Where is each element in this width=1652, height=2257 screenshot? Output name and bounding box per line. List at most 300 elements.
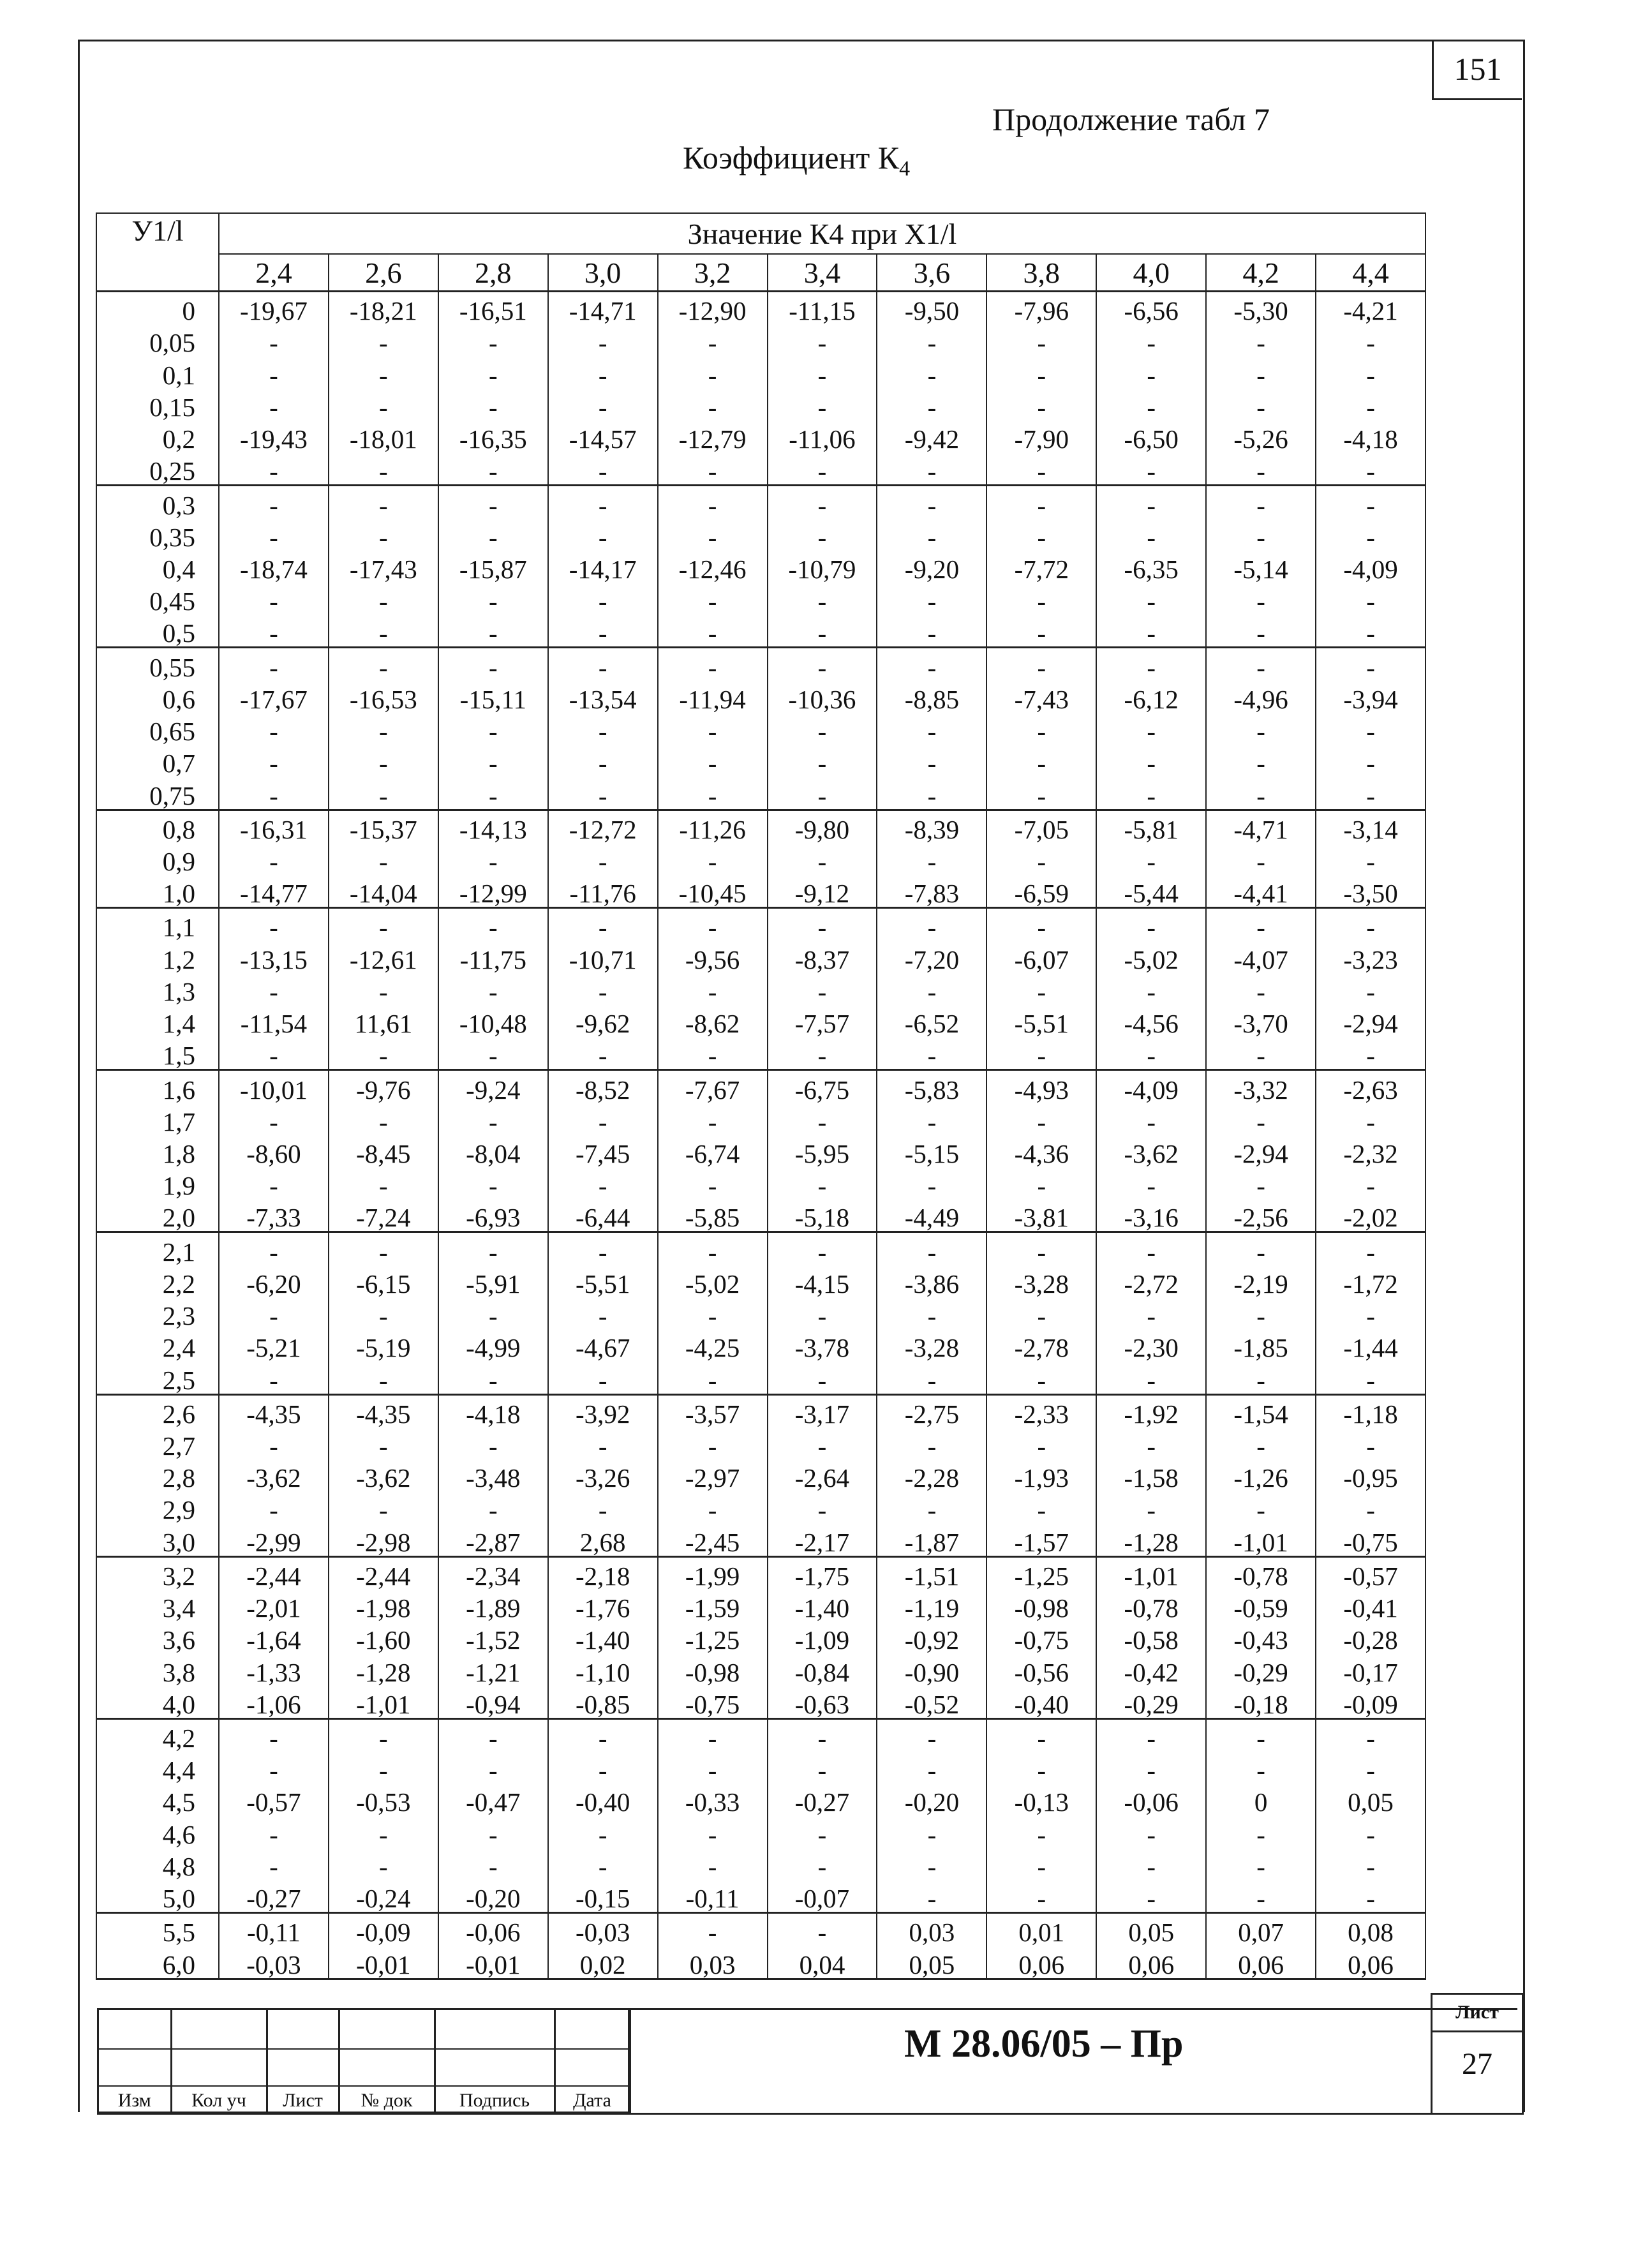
k4-value-cell: - [768, 389, 877, 421]
k4-value-cell: -0,13 [986, 1784, 1096, 1815]
k4-value-cell: - [548, 519, 658, 551]
k4-value-cell: -4,93 [986, 1070, 1096, 1103]
table-row [96, 1556, 1425, 1590]
k4-value-cell: -11,54 [219, 1005, 329, 1037]
k4-value-cell: - [986, 1361, 1096, 1394]
k4-value-cell: - [877, 1167, 986, 1199]
k4-value-cell: - [877, 1232, 986, 1265]
coefficient-table [96, 212, 1426, 1980]
k4-value-cell: -8,52 [548, 1070, 658, 1103]
k4-value-cell: - [768, 843, 877, 875]
k4-value-cell: -5,51 [548, 1265, 658, 1297]
table-row [96, 1880, 1425, 1913]
k4-value-cell: -0,20 [877, 1784, 986, 1815]
k4-value-cell: -2,72 [1096, 1265, 1206, 1297]
sheet-cell [1431, 1993, 1524, 2115]
y-value-cell: 4,5 [96, 1784, 219, 1815]
k4-value-cell: - [1096, 1718, 1206, 1752]
k4-value-cell: - [438, 713, 548, 745]
k4-value-cell: - [219, 324, 329, 356]
table-row [96, 1752, 1425, 1784]
k4-value-cell: - [219, 356, 329, 388]
y-value-cell: 0,6 [96, 681, 219, 713]
k4-value-cell: - [877, 1491, 986, 1523]
k4-value-cell: - [658, 1913, 768, 1946]
y-value-cell: 4,8 [96, 1848, 219, 1880]
k4-value-cell: - [438, 356, 548, 388]
table-row [96, 745, 1425, 777]
y-value-cell: 0,3 [96, 486, 219, 519]
k4-value-cell: - [1096, 1297, 1206, 1329]
k4-value-cell: - [658, 648, 768, 681]
k4-value-cell: - [1096, 1880, 1206, 1913]
k4-value-cell: - [329, 1361, 438, 1394]
k4-value-cell: 0,05 [1316, 1784, 1425, 1815]
y-value-cell: 0,4 [96, 551, 219, 583]
k4-value-cell: - [1206, 777, 1316, 810]
k4-value-cell: -0,29 [1096, 1686, 1206, 1719]
k4-value-cell: - [986, 745, 1096, 777]
k4-value-cell: - [329, 1848, 438, 1880]
k4-value-cell: -14,77 [219, 875, 329, 908]
k4-value-cell: -6,59 [986, 875, 1096, 908]
continuation-label: Продолжение табл 7 [992, 101, 1270, 137]
k4-value-cell: - [329, 583, 438, 615]
k4-value-cell: -2,87 [438, 1523, 548, 1556]
table-row [96, 777, 1425, 810]
k4-value-cell: - [768, 1037, 877, 1070]
k4-value-cell: - [548, 843, 658, 875]
k4-value-cell: -15,37 [329, 810, 438, 843]
table-row [96, 1297, 1425, 1329]
table-row [96, 1621, 1425, 1653]
k4-value-cell: -5,51 [986, 1005, 1096, 1037]
k4-value-cell: - [986, 1232, 1096, 1265]
k4-value-cell: -1,75 [768, 1556, 877, 1590]
k4-value-cell: -2,18 [548, 1556, 658, 1590]
k4-value-cell: -9,42 [877, 421, 986, 452]
y-value-cell: 0 [96, 292, 219, 325]
k4-value-cell: -0,15 [548, 1880, 658, 1913]
k4-value-cell: - [1096, 1752, 1206, 1784]
k4-value-cell: -1,72 [1316, 1265, 1425, 1297]
k4-value-cell: -1,01 [329, 1686, 438, 1719]
k4-value-cell: -1,25 [986, 1556, 1096, 1590]
k4-value-cell: -0,18 [1206, 1686, 1316, 1719]
y-value-cell: 0,45 [96, 583, 219, 615]
x-value-header: 3,6 [877, 254, 986, 292]
x-value-header: 4,2 [1206, 254, 1316, 292]
k4-value-cell: -1,89 [438, 1590, 548, 1621]
table-row [96, 324, 1425, 356]
k4-value-cell: -11,15 [768, 292, 877, 325]
k4-value-cell: - [1096, 1815, 1206, 1847]
k4-value-cell: -1,10 [548, 1653, 658, 1685]
table-row [96, 843, 1425, 875]
k4-value-cell: -2,34 [438, 1556, 548, 1590]
k4-value-cell: - [438, 1037, 548, 1070]
k4-value-cell: -0,01 [438, 1946, 548, 1979]
k4-value-cell: - [1096, 1427, 1206, 1459]
k4-value-cell: - [986, 1752, 1096, 1784]
k4-value-cell: - [438, 648, 548, 681]
k4-value-cell: - [658, 452, 768, 486]
k4-value-cell: -3,62 [329, 1459, 438, 1491]
table-row [96, 648, 1425, 681]
k4-value-cell: - [1316, 1297, 1425, 1329]
y-value-cell: 4,0 [96, 1686, 219, 1719]
k4-value-cell: - [219, 1718, 329, 1752]
k4-value-cell: -4,96 [1206, 681, 1316, 713]
k4-value-cell: - [986, 486, 1096, 519]
k4-value-cell: -0,40 [548, 1784, 658, 1815]
k4-value-cell: -7,33 [219, 1199, 329, 1232]
k4-value-cell: - [768, 745, 877, 777]
k4-value-cell: - [1096, 583, 1206, 615]
k4-value-cell: - [1316, 1718, 1425, 1752]
k4-value-cell: -9,24 [438, 1070, 548, 1103]
k4-value-cell: - [1316, 1815, 1425, 1847]
k4-value-cell: -11,76 [548, 875, 658, 908]
k4-value-cell: - [329, 389, 438, 421]
k4-value-cell: - [438, 1103, 548, 1135]
k4-value-cell: -0,01 [329, 1946, 438, 1979]
k4-value-cell: -0,75 [986, 1621, 1096, 1653]
k4-value-cell: - [219, 1427, 329, 1459]
k4-value-cell: - [877, 486, 986, 519]
k4-value-cell: - [548, 1297, 658, 1329]
k4-value-cell: -1,76 [548, 1590, 658, 1621]
k4-value-cell: - [986, 1427, 1096, 1459]
k4-value-cell: - [329, 648, 438, 681]
k4-value-cell: - [877, 324, 986, 356]
y-value-cell: 3,2 [96, 1556, 219, 1590]
k4-value-cell: - [548, 908, 658, 941]
k4-value-cell: - [658, 973, 768, 1005]
title-block-label: Кол уч [171, 2086, 267, 2112]
k4-value-cell: -5,30 [1206, 292, 1316, 325]
k4-value-cell: - [877, 1815, 986, 1847]
k4-value-cell: - [1206, 452, 1316, 486]
k4-value-cell: - [1096, 1037, 1206, 1070]
k4-value-cell: - [219, 1037, 329, 1070]
k4-value-cell: - [1206, 1361, 1316, 1394]
k4-value-cell: - [438, 1232, 548, 1265]
table-row [96, 1653, 1425, 1685]
k4-value-cell: - [877, 356, 986, 388]
k4-value-cell: - [658, 324, 768, 356]
y-value-cell: 0,1 [96, 356, 219, 388]
k4-value-cell: -18,21 [329, 292, 438, 325]
table-row [96, 1815, 1425, 1847]
k4-value-cell: - [548, 1491, 658, 1523]
title-block [97, 2002, 1521, 2112]
k4-value-cell: -6,20 [219, 1265, 329, 1297]
k4-value-cell: -10,79 [768, 551, 877, 583]
k4-value-cell: - [986, 973, 1096, 1005]
table-row [96, 1005, 1425, 1037]
y-value-cell: 6,0 [96, 1946, 219, 1979]
table-row [96, 389, 1425, 421]
k4-value-cell: - [768, 356, 877, 388]
k4-value-cell: - [548, 973, 658, 1005]
y-value-cell: 5,0 [96, 1880, 219, 1913]
k4-value-cell: -0,27 [219, 1880, 329, 1913]
k4-value-cell: - [768, 1103, 877, 1135]
k4-value-cell: - [329, 1491, 438, 1523]
k4-value-cell: -0,85 [548, 1686, 658, 1719]
k4-value-cell: -3,28 [877, 1329, 986, 1361]
k4-value-cell: -2,98 [329, 1523, 438, 1556]
k4-value-cell: -8,39 [877, 810, 986, 843]
k4-value-cell: -7,05 [986, 810, 1096, 843]
k4-value-cell: - [986, 1718, 1096, 1752]
k4-value-cell: - [1316, 745, 1425, 777]
k4-value-cell: -13,15 [219, 941, 329, 972]
table-row [96, 551, 1425, 583]
k4-value-cell: -2,99 [219, 1523, 329, 1556]
k4-value-cell: -6,52 [877, 1005, 986, 1037]
k4-value-cell: -4,35 [219, 1394, 329, 1427]
k4-value-cell: -9,50 [877, 292, 986, 325]
k4-value-cell: -19,43 [219, 421, 329, 452]
k4-value-cell: - [329, 1037, 438, 1070]
coefficient-title [683, 139, 910, 181]
k4-value-cell: - [438, 908, 548, 941]
x-value-header: 3,0 [548, 254, 658, 292]
k4-value-cell: 0,06 [1096, 1946, 1206, 1979]
k4-value-cell: -4,67 [548, 1329, 658, 1361]
k4-value-cell: - [658, 1848, 768, 1880]
k4-value-cell: - [877, 713, 986, 745]
table-row [96, 1491, 1425, 1523]
k4-value-cell: -1,33 [219, 1653, 329, 1685]
k4-value-cell: -18,01 [329, 421, 438, 452]
document-code: М 28.06/05 – Пр [904, 2022, 1184, 2066]
k4-value-cell: - [1206, 324, 1316, 356]
k4-value-cell: - [329, 1297, 438, 1329]
k4-value-cell: - [219, 843, 329, 875]
k4-value-cell: -14,57 [548, 421, 658, 452]
y-value-cell: 1,4 [96, 1005, 219, 1037]
page-number: 151 [1432, 40, 1522, 100]
k4-value-cell: - [986, 356, 1096, 388]
k4-value-cell: - [219, 1491, 329, 1523]
k4-value-cell: - [1096, 843, 1206, 875]
k4-value-cell: -1,44 [1316, 1329, 1425, 1361]
k4-value-cell: -1,28 [329, 1653, 438, 1685]
k4-value-cell: -0,33 [658, 1784, 768, 1815]
k4-value-cell: - [768, 908, 877, 941]
table-row [96, 583, 1425, 615]
k4-value-cell: - [877, 1880, 986, 1913]
k4-value-cell: - [548, 745, 658, 777]
k4-value-cell: -6,75 [768, 1070, 877, 1103]
k4-value-cell: -5,26 [1206, 421, 1316, 452]
k4-value-cell: -0,57 [219, 1784, 329, 1815]
k4-value-cell: - [768, 1718, 877, 1752]
k4-value-cell: -1,01 [1206, 1523, 1316, 1556]
k4-value-cell: - [986, 1880, 1096, 1913]
k4-value-cell: -15,11 [438, 681, 548, 713]
k4-value-cell: - [219, 713, 329, 745]
k4-value-cell: -5,19 [329, 1329, 438, 1361]
y-value-cell: 0,55 [96, 648, 219, 681]
k4-value-cell: -3,70 [1206, 1005, 1316, 1037]
k4-value-cell: 0,01 [986, 1913, 1096, 1946]
k4-value-cell: - [329, 324, 438, 356]
k4-value-cell: -3,92 [548, 1394, 658, 1427]
k4-value-cell: -1,58 [1096, 1459, 1206, 1491]
k4-value-cell: - [219, 973, 329, 1005]
k4-value-cell: -3,62 [219, 1459, 329, 1491]
k4-value-cell: - [219, 1297, 329, 1329]
y-value-cell: 2,8 [96, 1459, 219, 1491]
k4-value-cell: - [219, 452, 329, 486]
k4-value-cell: - [877, 745, 986, 777]
k4-value-cell: - [1316, 1427, 1425, 1459]
k4-value-cell: - [1206, 1752, 1316, 1784]
k4-value-cell: - [1316, 1037, 1425, 1070]
k4-value-cell: -1,99 [658, 1556, 768, 1590]
k4-value-cell: -2,94 [1206, 1135, 1316, 1167]
k4-value-cell: - [1206, 1037, 1316, 1070]
k4-value-cell: -0,17 [1316, 1653, 1425, 1685]
k4-value-cell: - [219, 486, 329, 519]
k4-value-cell: - [1206, 583, 1316, 615]
k4-value-cell: - [658, 519, 768, 551]
k4-value-cell: - [1206, 908, 1316, 941]
k4-value-cell: -1,25 [658, 1621, 768, 1653]
k4-value-cell: - [329, 486, 438, 519]
k4-value-cell: - [1206, 1297, 1316, 1329]
k4-value-cell: -1,85 [1206, 1329, 1316, 1361]
table-row [96, 356, 1425, 388]
k4-value-cell: - [548, 389, 658, 421]
y-value-cell: 0,25 [96, 452, 219, 486]
k4-value-cell: - [329, 519, 438, 551]
k4-value-cell: -16,53 [329, 681, 438, 713]
k4-value-cell: - [548, 777, 658, 810]
table-row [96, 1232, 1425, 1265]
k4-value-cell: -0,11 [219, 1913, 329, 1946]
title-block-grid [97, 2008, 630, 2115]
k4-value-cell: - [1206, 1815, 1316, 1847]
k4-value-cell: - [329, 1232, 438, 1265]
k4-value-cell: -5,44 [1096, 875, 1206, 908]
k4-value-cell: - [986, 1297, 1096, 1329]
k4-value-cell: - [548, 1037, 658, 1070]
y-value-cell: 0,35 [96, 519, 219, 551]
k4-value-cell: - [1096, 973, 1206, 1005]
table-body [96, 292, 1425, 1979]
y-value-cell: 1,3 [96, 973, 219, 1005]
k4-value-cell: - [986, 1815, 1096, 1847]
k4-value-cell: - [1316, 1491, 1425, 1523]
k4-value-cell: -0,27 [768, 1784, 877, 1815]
k4-value-cell: - [877, 1427, 986, 1459]
k4-value-cell: -1,93 [986, 1459, 1096, 1491]
y-value-cell: 0,5 [96, 615, 219, 648]
k4-value-cell: - [438, 1491, 548, 1523]
k4-value-cell: -1,40 [768, 1590, 877, 1621]
table-row [96, 1848, 1425, 1880]
k4-value-cell: -3,28 [986, 1265, 1096, 1297]
k4-value-cell: -2,01 [219, 1590, 329, 1621]
k4-value-cell: -7,20 [877, 941, 986, 972]
k4-value-cell: -0,40 [986, 1686, 1096, 1719]
y-value-cell: 1,8 [96, 1135, 219, 1167]
k4-value-cell: -0,90 [877, 1653, 986, 1685]
table-row [96, 1590, 1425, 1621]
k4-value-cell: - [438, 843, 548, 875]
k4-value-cell: -4,71 [1206, 810, 1316, 843]
k4-value-cell: -1,21 [438, 1653, 548, 1685]
document-code-cell [628, 2008, 1517, 2115]
k4-value-cell: 0,06 [986, 1946, 1096, 1979]
k4-value-cell: - [548, 583, 658, 615]
k4-value-cell: - [986, 843, 1096, 875]
k4-value-cell: - [548, 1752, 658, 1784]
k4-value-cell: -0,78 [1096, 1590, 1206, 1621]
title-block-label: Изм [99, 2086, 171, 2112]
k4-value-cell: -2,97 [658, 1459, 768, 1491]
k4-value-cell: - [658, 1752, 768, 1784]
y-value-cell: 0,2 [96, 421, 219, 452]
k4-value-cell: - [438, 1297, 548, 1329]
k4-value-cell: - [329, 777, 438, 810]
k4-value-cell: - [1316, 1361, 1425, 1394]
k4-value-cell: -6,74 [658, 1135, 768, 1167]
k4-value-cell: - [658, 713, 768, 745]
k4-value-cell: - [1206, 1718, 1316, 1752]
k4-value-cell: 0,07 [1206, 1913, 1316, 1946]
k4-value-cell: - [438, 583, 548, 615]
k4-value-cell: -6,15 [329, 1265, 438, 1297]
k4-value-cell: -2,63 [1316, 1070, 1425, 1103]
k4-value-cell: - [548, 1361, 658, 1394]
k4-value-cell: - [768, 452, 877, 486]
k4-value-cell: - [1316, 1752, 1425, 1784]
k4-value-cell: - [1316, 1848, 1425, 1880]
table-row [96, 908, 1425, 941]
k4-value-cell: - [1316, 452, 1425, 486]
k4-value-cell: - [1096, 713, 1206, 745]
k4-value-cell: - [877, 1752, 986, 1784]
k4-value-cell: - [438, 777, 548, 810]
table-row [96, 486, 1425, 519]
k4-value-cell: - [877, 1848, 986, 1880]
k4-value-cell: -3,94 [1316, 681, 1425, 713]
k4-value-cell: - [658, 1297, 768, 1329]
k4-value-cell: - [219, 745, 329, 777]
k4-value-cell: - [986, 1848, 1096, 1880]
k4-value-cell: - [768, 486, 877, 519]
k4-value-cell: -12,90 [658, 292, 768, 325]
k4-value-cell: -5,85 [658, 1199, 768, 1232]
k4-value-cell: -1,26 [1206, 1459, 1316, 1491]
k4-value-cell: -1,40 [548, 1621, 658, 1653]
k4-value-cell: -2,45 [658, 1523, 768, 1556]
k4-value-cell: - [1096, 777, 1206, 810]
k4-value-cell: -2,44 [219, 1556, 329, 1590]
k4-value-cell: - [1096, 324, 1206, 356]
k4-value-cell: -4,56 [1096, 1005, 1206, 1037]
k4-value-cell: - [768, 615, 877, 648]
k4-value-cell: -1,87 [877, 1523, 986, 1556]
k4-value-cell: - [768, 1848, 877, 1880]
k4-value-cell: - [1206, 1427, 1316, 1459]
